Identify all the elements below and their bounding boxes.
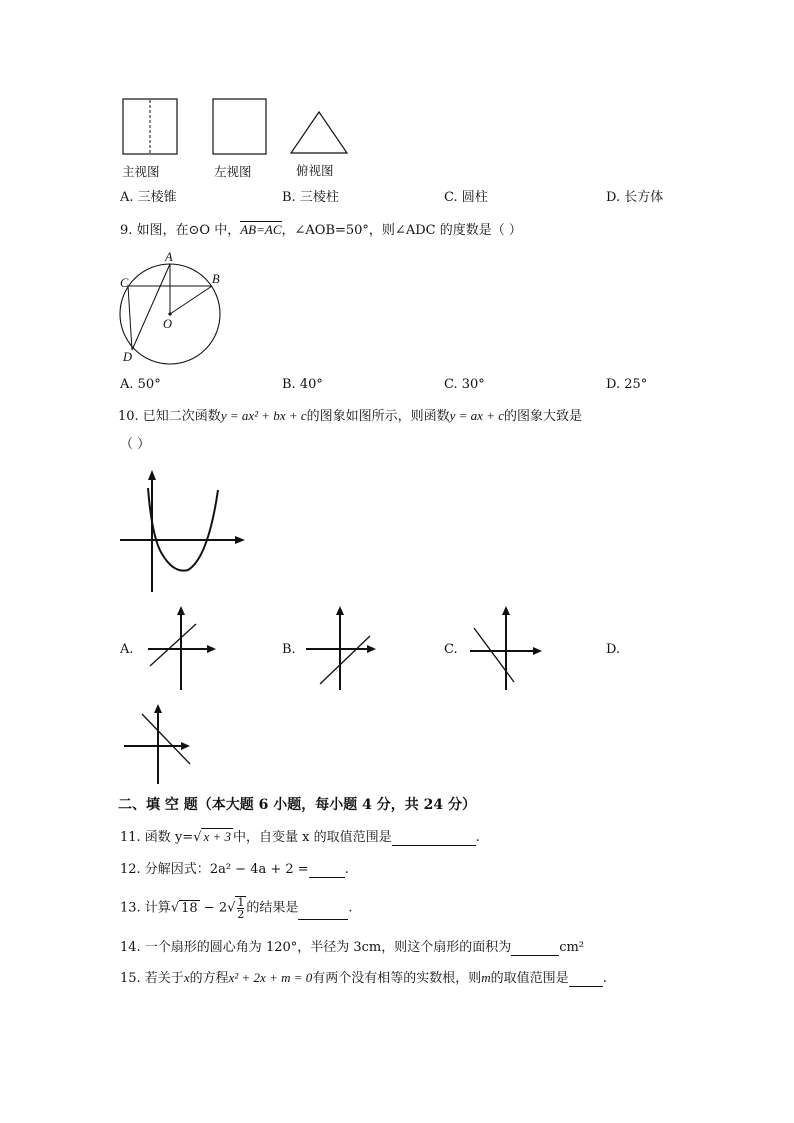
q15-end: . [602,971,607,986]
q8-option-a: A. 三棱锥 [120,190,177,205]
q11-prefix: 11. 函数 y= [120,830,194,845]
q9-point-a: A [165,250,173,264]
q13-sqrt18: 18 [181,900,198,916]
q10-suffix: 的图象大致是 [503,409,582,424]
q15-answer-blank[interactable] [569,973,603,987]
q10-stem [118,408,582,425]
q9-suffix: ，∠AOB=50°，则∠ADC 的度数是（ ） [281,223,522,238]
q12-prefix: 12. 分解因式： [120,862,210,877]
q11-stem: 11. 函数 y=√ x + 3 中，自变量 x 的取值范围是 . [120,829,480,845]
q9-point-b: B [212,272,220,286]
front-view-figure [122,98,178,156]
q13-fraction [235,896,246,920]
q14-text: 14. 一个扇形的圆心角为 120°，半径为 3cm，则这个扇形的面积为 [120,940,512,955]
q12-expression: 2a² − 4a + 2 = [209,862,309,877]
top-view-figure [290,110,350,156]
q10-option-b-label: B. [282,642,296,657]
front-view-label: 主视图 [122,164,160,179]
q13-numerator: 1 [237,896,245,909]
side-view-label: 左视图 [214,164,252,179]
q9-prefix: 9. 如图，在⊙O 中， [120,223,241,238]
q15-var-x: x [183,970,190,985]
q8-option-d: D. 长方体 [606,190,664,205]
q9-circle-figure [116,252,236,364]
q13-suffix: 的结果是 [246,900,299,916]
q15-var-m: m [481,970,491,985]
q15-p2: 的方程 [189,971,229,986]
q14-unit: cm² [559,940,585,955]
q12-stem [120,862,349,878]
q9-option-b: B. 40° [282,377,323,392]
q9-point-o: O [163,317,173,331]
q14-answer-blank[interactable] [511,942,559,956]
q12-answer-blank[interactable] [309,864,345,878]
q10-option-c-graph [468,606,546,692]
q10-option-d-graph [122,704,196,786]
section-2-title: 二、填 空 题（本大题 6 小题，每小题 4 分，共 24 分） [118,797,476,813]
parabola-graph [118,468,248,594]
q8-option-c: C. 圆柱 [444,190,488,205]
q10-paren: （ ） [120,437,151,452]
q15-equation: x² + 2x + m = 0 [228,970,313,985]
q9-point-d: D [123,350,133,364]
q13-minus-two: − 2 [199,900,228,916]
q9-option-c: C. 30° [444,377,485,392]
q15-stem [120,970,607,987]
q13-prefix: 13. 计算 [120,900,171,916]
q10-option-b-graph [304,606,380,692]
q10-option-a-label: A. [120,642,134,657]
q13-end: . [348,900,353,916]
q10-option-a-graph [144,606,220,692]
q10-middle: 的图象如图所示，则函数 [306,409,450,424]
top-view-label: 俯视图 [296,163,334,178]
side-view-figure [212,98,268,156]
q15-p3: 有两个没有相等的实数根，则 [312,971,482,986]
q15-p4: 的取值范围是 [490,971,569,986]
q11-answer-blank[interactable] [392,832,476,846]
q13-answer-blank[interactable] [298,906,348,920]
q11-suffix: 中，自变量 x 的取值范围是 [233,830,392,845]
q10-option-d-label: D. [606,642,621,657]
q10-quadratic: y = ax² + bx + c [220,408,307,423]
q13-denominator: 2 [237,908,245,921]
q10-option-c-label: C. [444,642,458,657]
q11-end: . [475,830,480,845]
q9-arc-equality: AB=AC [240,222,282,237]
q10-prefix: 10. 已知二次函数 [118,409,221,424]
q10-linear: y = ax + c [449,408,504,423]
q9-option-d: D. 25° [606,377,648,392]
q8-option-b: B. 三棱柱 [282,190,339,205]
q13-stem: 13. 计算√ 18 − 2√ $\frac{1}{2}$ 的结果是 . [120,896,353,921]
q11-radicand: x + 3 [203,829,232,844]
q9-point-c: C [120,276,129,290]
q12-end: . [344,862,349,877]
q14-stem [120,940,584,956]
q9-option-a: A. 50° [120,377,161,392]
q9-stem [120,222,522,239]
q15-p1: 15. 若关于 [120,971,184,986]
